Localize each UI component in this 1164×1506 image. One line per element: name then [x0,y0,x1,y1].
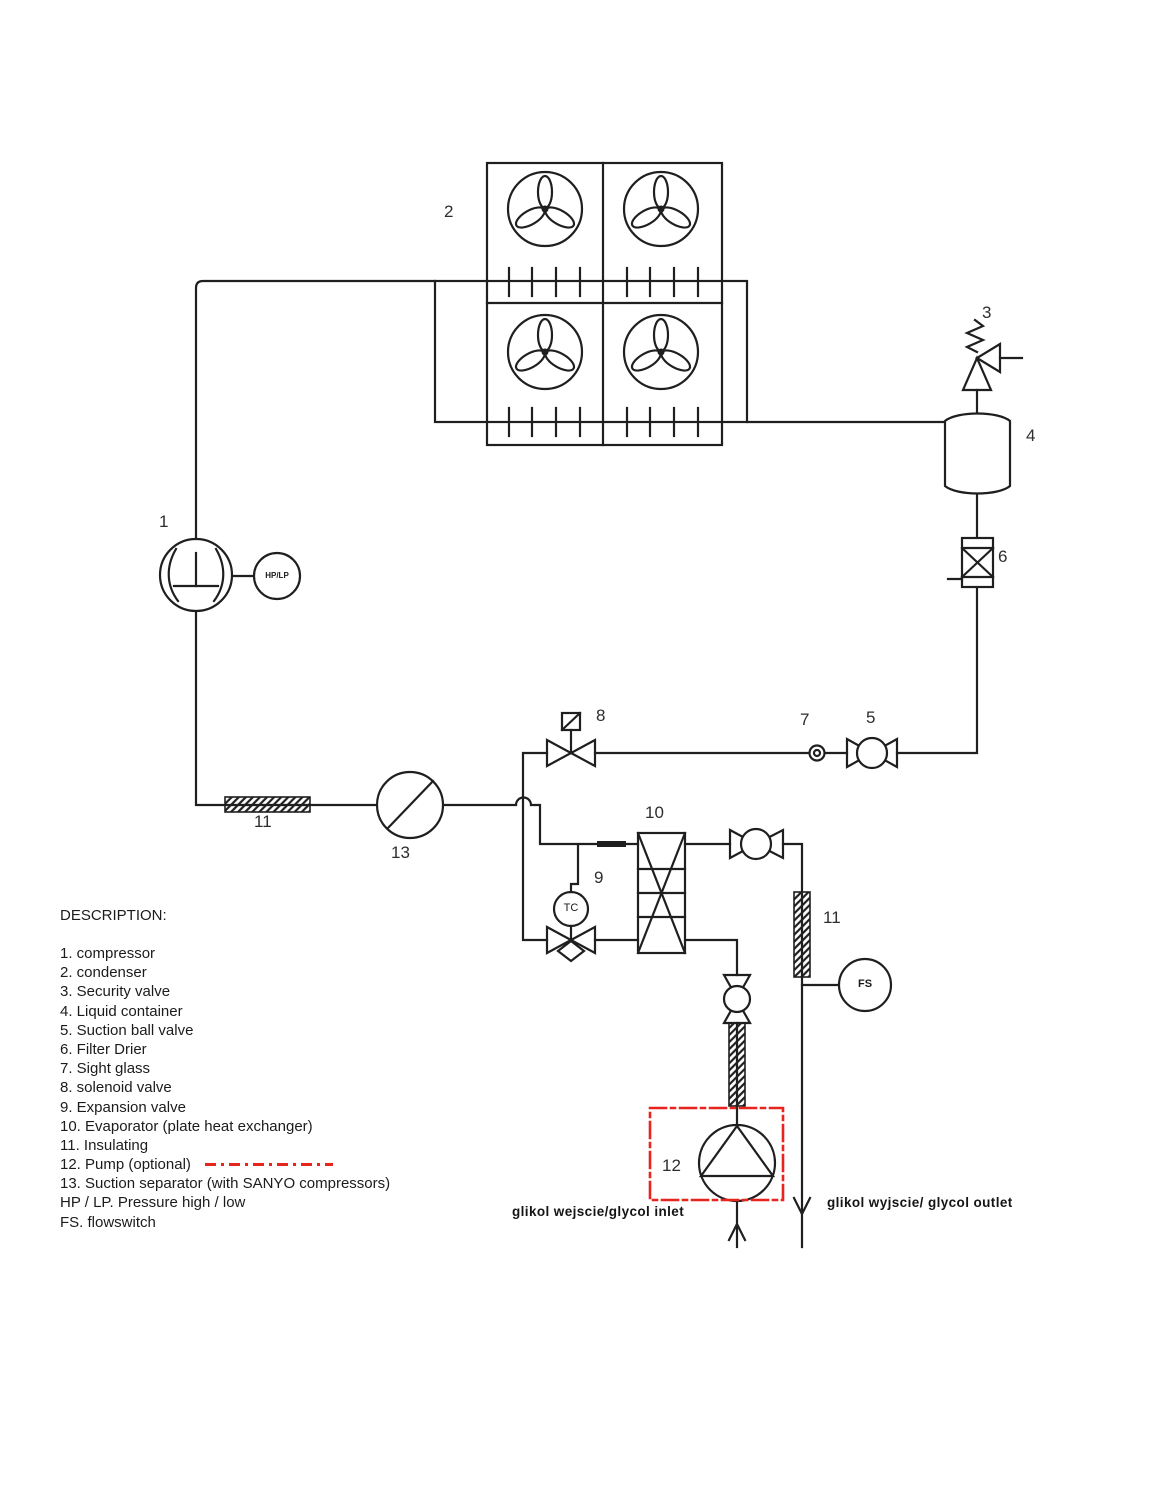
legend-item-hp-lp: HP / LP. Pressure high / low [60,1194,246,1212]
label-sight-glass-number: 7 [800,710,810,729]
suction-separator-icon [377,772,443,838]
security-valve-icon [963,320,1022,413]
label-insulating-right-number: 11 [823,908,841,927]
pump-dash-sample [205,1163,333,1166]
evaporator-icon [638,833,685,953]
legend-item-3: 3. Security valve [60,983,171,1001]
legend-item-9: 9. Expansion valve [60,1098,186,1116]
sight-glass-icon [810,746,825,761]
solenoid-valve-icon [547,713,595,766]
pump-icon [699,1125,775,1201]
glycol-inlet-label: glikol wejscie/glycol inlet [512,1204,685,1219]
label-suction-ball-valve-number: 5 [866,708,876,727]
legend-item-13: 13. Suction separator (with SANYO compressors) [60,1175,391,1193]
insulation-outlet-icon [794,892,810,977]
condenser-icon [435,163,747,445]
legend-item-4: 4. Liquid container [60,1002,183,1020]
label-evaporator-number: 10 [645,803,664,822]
label-condenser-number: 2 [444,202,454,221]
label-pump-number: 12 [662,1156,681,1175]
outlet-ball-valve-icon [730,829,783,859]
legend-item-2: 2. condenser [60,964,147,982]
label-expansion-valve-number: 9 [594,868,604,887]
suction-ball-valve-icon [847,738,897,768]
label-compressor-number: 1 [159,512,169,531]
legend-item-11: 11. Insulating [60,1136,149,1154]
legend-item-1: 1. compressor [60,945,156,962]
pump-line-valve-icon [724,975,750,1023]
label-solenoid-valve-number: 8 [596,706,606,725]
glycol-outlet-label: glikol wyjscie/ glycol outlet [827,1195,1013,1210]
insulation-pump-icon [729,1023,745,1106]
legend-item-fs: FS. flowswitch [60,1213,156,1231]
hp-lp-gauge-label: HP/LP [265,571,289,580]
label-liquid-container-number: 4 [1026,426,1036,445]
legend [60,906,390,1232]
legend-item-10: 10. Evaporator (plate heat exchanger) [60,1117,313,1135]
label-suction-separator-number: 13 [391,843,410,862]
insulation-suction-icon [225,797,310,812]
label-filter-drier-number: 6 [998,547,1008,566]
label-security-valve-number: 3 [982,303,992,322]
legend-item-6: 6. Filter Drier [60,1040,147,1058]
label-insulating-left-number: 11 [254,812,272,831]
flowswitch-label: FS [857,978,873,990]
refrigerant-pipes [196,281,977,940]
tc-sensor-label: TC [563,902,579,914]
legend-item-7: 7. Sight glass [60,1060,151,1078]
filter-drier-icon [948,538,993,587]
legend-heading: DESCRIPTION: [60,907,167,924]
compressor-icon [160,539,232,611]
legend-item-12: 12. Pump (optional) [60,1155,390,1174]
liquid-container-icon [945,414,1010,494]
legend-item-5: 5. Suction ball valve [60,1021,194,1039]
legend-item-8: 8. solenoid valve [60,1079,172,1097]
